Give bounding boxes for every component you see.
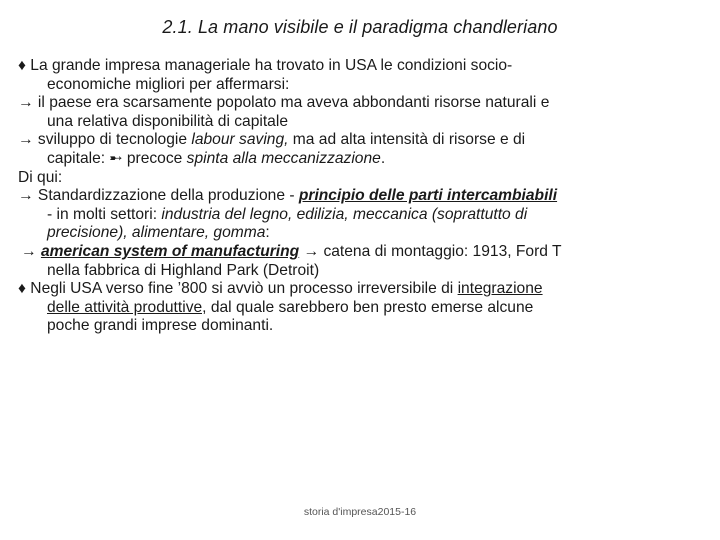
diamond-bullet-icon: ♦ <box>18 57 26 74</box>
slide-footer: storia d'impresa2015-16 <box>303 506 417 518</box>
paragraph-technology-text-c: capitale: <box>47 149 110 167</box>
paragraph-integration <box>18 280 698 336</box>
diamond-bullet-icon: ♦ <box>18 280 26 298</box>
paragraph-technology <box>18 131 698 168</box>
american-system-term: american system of manufacturing <box>40 242 300 260</box>
feathered-arrow-icon: ➸ <box>109 149 123 167</box>
arrow-right-icon: → <box>18 94 34 112</box>
productive-activities-term: delle attività produttive, <box>47 298 207 316</box>
arrow-right-icon: → <box>21 242 37 260</box>
paragraph-technology-period: . <box>380 149 386 167</box>
paragraph-standardization-text-a: Standardizzazione della produzione - <box>33 187 299 205</box>
paragraph-intro <box>18 57 698 94</box>
di-qui-text: Di qui: <box>18 168 63 186</box>
paragraph-population-line-1: il paese era scarsamente popolato ma aveva abbondanti risorse naturali e <box>33 94 550 112</box>
paragraph-american-system-text-a: → catena di montaggio: 1913, Ford T <box>299 242 562 260</box>
slide-title: 2.1. La mano visibile e il paradigma chandleriano <box>162 17 558 37</box>
sectors-list-1: industria del legno, edilizia, meccanica (soprattutto di <box>161 205 528 223</box>
paragraph-technology-text-b: ma ad alta intensità di risorse e di <box>288 131 526 149</box>
paragraph-american-system-text-b: nella fabbrica di Highland Park (Detroit) <box>47 261 320 279</box>
paragraph-standardization-text-b: - in molti settori: <box>47 205 162 223</box>
integration-term: integrazione <box>457 280 543 298</box>
paragraph-technology-text-a: sviluppo di tecnologie <box>33 131 192 149</box>
paragraph-population-line-2: una relativa disponibilità di capitale <box>47 112 288 130</box>
paragraph-population <box>18 94 698 131</box>
arrow-right-icon: → <box>18 131 34 149</box>
paragraph-integration-text-a: Negli USA verso fine ’800 si avviò un processo irreversibile di <box>25 280 458 298</box>
paragraph-intro-line-2: economiche migliori per affermarsi: <box>47 75 290 93</box>
paragraph-integration-text-c: poche grandi imprese dominanti. <box>47 317 274 335</box>
mechanization-term: spinta alla meccanizzazione <box>186 149 381 167</box>
paragraph-technology-text-d: precoce <box>122 149 187 167</box>
interchangeable-parts-term: principio delle parti intercambiabili <box>298 187 558 205</box>
labour-saving-term: labour saving, <box>191 131 289 149</box>
paragraph-american-system <box>18 243 698 280</box>
paragraph-di-qui <box>18 169 698 188</box>
slide-body <box>18 57 698 336</box>
paragraph-standardization <box>18 187 698 243</box>
paragraph-integration-text-b: dal quale sarebbero ben presto emerse alcune <box>206 298 534 316</box>
paragraph-intro-line-1: La grande impresa manageriale ha trovato in USA le condizioni socio- <box>25 57 513 74</box>
arrow-right-icon: → <box>18 187 34 205</box>
sectors-list-2: precisione), alimentare, gomma <box>47 224 266 242</box>
sectors-colon: : <box>265 224 270 242</box>
